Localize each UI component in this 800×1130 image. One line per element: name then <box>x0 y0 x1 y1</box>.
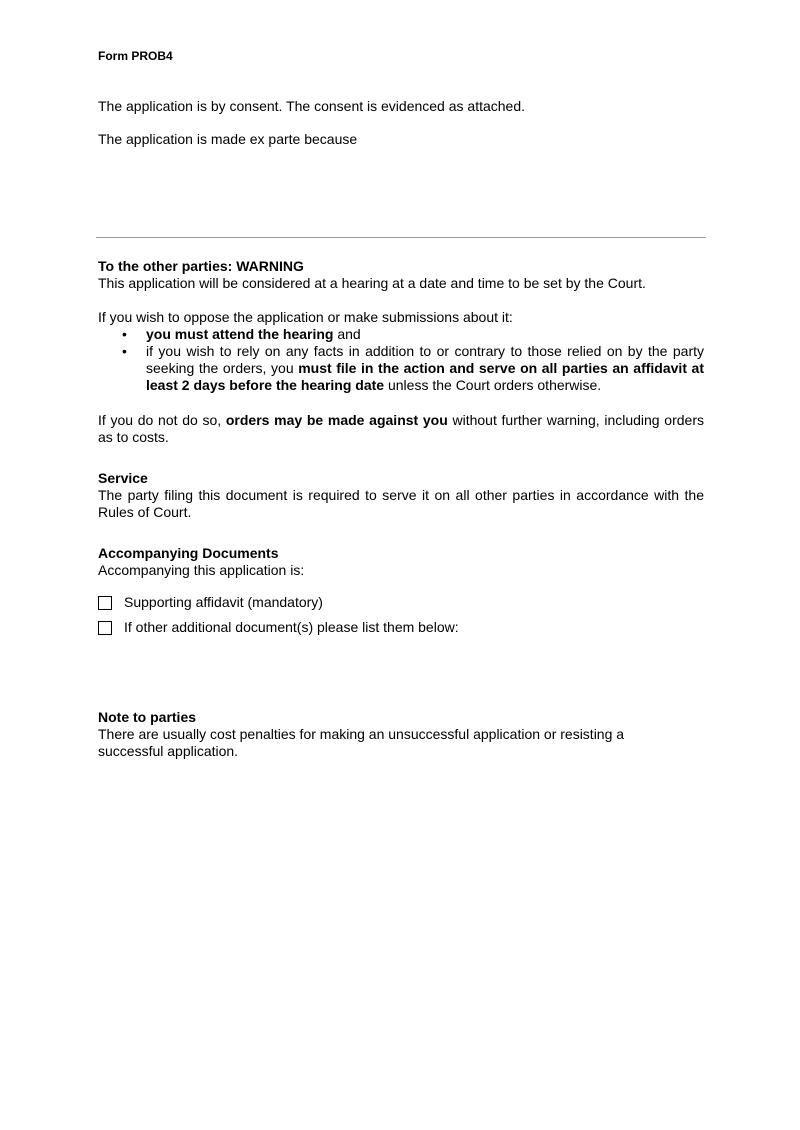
accompanying-section <box>98 545 704 579</box>
bullet1-bold-text: you must attend the hearing <box>146 326 334 342</box>
note-heading: Note to parties <box>98 709 197 725</box>
list-item <box>98 343 704 394</box>
other-documents-checkbox[interactable] <box>98 621 112 635</box>
oppose-section <box>98 309 704 394</box>
checkbox-row-supporting-affidavit[interactable] <box>98 594 323 611</box>
bullet1-text: and <box>333 326 361 342</box>
bullet2-bold-text: must file in the action and serve on all parties an affidavit at least 2 days before the hearing date <box>146 360 705 393</box>
service-section <box>98 470 704 521</box>
oppose-requirements-list <box>98 326 704 394</box>
other-documents-label: If other additional document(s) please list them below: <box>124 619 459 635</box>
warning-intro: This application will be considered at a hearing at a date and time to be set by the Court. <box>98 275 646 291</box>
accompanying-intro: Accompanying this application is: <box>98 562 305 578</box>
bullet2-text-start: if you wish to rely on any facts in addition to or contrary to those relied on by the party seeking the orders, you <box>146 343 704 376</box>
checkbox-row-other-documents[interactable] <box>98 619 459 636</box>
supporting-affidavit-checkbox[interactable] <box>98 596 112 610</box>
consequence-bold-text: orders may be made against you <box>225 412 448 428</box>
section-divider <box>96 237 706 238</box>
form-identifier: Form PROB4 <box>98 49 173 63</box>
list-item <box>98 326 704 343</box>
consent-statement: The application is by consent. The consent is evidenced as attached. <box>98 98 526 114</box>
ex-parte-statement: The application is made ex parte because <box>98 131 358 147</box>
warning-heading: To the other parties: WARNING <box>98 258 304 274</box>
supporting-affidavit-label: Supporting affidavit (mandatory) <box>124 594 323 610</box>
bullet2-text-end: unless the Court orders otherwise. <box>384 377 602 393</box>
accompanying-heading: Accompanying Documents <box>98 545 279 561</box>
note-section <box>98 709 668 760</box>
bullet-icon: • <box>122 326 127 342</box>
consequence-text-start: If you do not do so, <box>98 412 226 428</box>
oppose-intro: If you wish to oppose the application or make submissions about it: <box>98 309 513 325</box>
consequence-text-end: without further warning, including orders as to costs. <box>98 412 704 445</box>
consequence-paragraph <box>98 412 704 446</box>
bullet-icon: • <box>122 343 127 359</box>
note-body: There are usually cost penalties for making an unsuccessful application or resisting a successful application. <box>98 726 625 759</box>
service-heading: Service <box>98 470 148 486</box>
service-body: The party filing this document is required to serve it on all other parties in accordance with the Rules of Court. <box>98 487 704 520</box>
warning-section <box>98 258 704 292</box>
